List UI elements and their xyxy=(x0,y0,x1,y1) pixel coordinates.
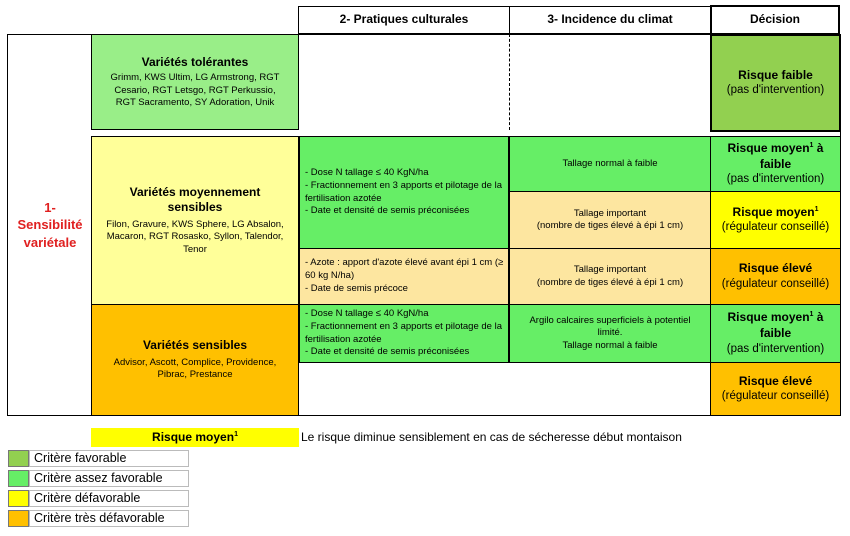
sensibles-climate-l1: Argilo calcaires superficiels à potentiel limité. xyxy=(529,314,691,339)
moyen-decision-2-sub: (régulateur conseillé) xyxy=(721,221,830,234)
note-text: Le risque diminue sensiblement en cas de sécheresse début montaison xyxy=(301,430,682,444)
header-col2: 2- Pratiques culturales xyxy=(298,6,510,34)
moyen-decision-3 xyxy=(710,248,841,305)
legend-swatch-assez-favorable xyxy=(8,470,29,487)
note-label: Risque moyen$^1$ xyxy=(91,428,299,447)
row-sensibles-varieties xyxy=(91,304,299,416)
legend-label-tres-defavorable: Critère très défavorable xyxy=(29,510,189,527)
legend-swatch-tres-defavorable xyxy=(8,510,29,527)
legend-swatch-favorable xyxy=(8,450,29,467)
moyen-practice-a-1: - Dose N tallage ≤ 40 KgN/ha xyxy=(305,166,429,178)
moyen-practice-b-1: - Azote : apport d'azote élevé avant épi 1 cm (≥ 60 kg N/ha) xyxy=(305,257,504,282)
dashed-divider xyxy=(509,34,510,130)
legend-label-assez-favorable: Critère assez favorable xyxy=(29,470,189,487)
moyen-climate-1-text: Tallage normal à faible xyxy=(562,157,658,169)
moyen-decision-2 xyxy=(710,191,841,249)
sensibles-decision-2 xyxy=(710,362,841,416)
moyen-practice-b-2: - Date de semis précoce xyxy=(305,282,408,294)
sensibles-decision-1 xyxy=(710,304,841,363)
moyen-climate-1 xyxy=(509,136,711,192)
header-decision: Décision xyxy=(710,5,840,35)
sensibilite-label xyxy=(8,35,92,415)
row-moyen-varieties xyxy=(91,136,299,305)
sensibles-climate-l2: Tallage normal à faible xyxy=(562,339,658,351)
sensibles-climate xyxy=(509,304,711,363)
moyen-decision-3-title: Risque élevé xyxy=(738,261,813,276)
tolerantes-list: Grimm, KWS Ultim, LG Armstrong, RGT Cesario, RGT Letsgo, RGT Perkussio, RGT Sacramento, SY Adoration, Unik xyxy=(110,72,280,108)
legend-label-defavorable: Critère défavorable xyxy=(29,490,189,507)
moyen-climate-2 xyxy=(509,191,711,249)
sensibles-decision-2-title: Risque élevé xyxy=(738,373,813,388)
moyen-practice-a-3: - Date et densité de semis préconisées xyxy=(305,205,470,217)
header-col3: 3- Incidence du climat xyxy=(509,6,711,34)
row-tolerantes-varieties xyxy=(91,34,299,130)
moyen-climate-3-l1: Tallage important xyxy=(573,264,647,276)
sensibles-practice-1: - Dose N tallage ≤ 40 KgN/ha xyxy=(305,307,429,319)
tolerantes-title: Variétés tolérantes xyxy=(141,54,249,69)
moyen-climate-3-l2: (nombre de tiges élevé à épi 1 cm) xyxy=(536,276,684,288)
note-label-text: Risque moyen xyxy=(152,429,235,444)
moyen-practice-a-2: - Fractionnement en 3 apports et pilotage de la fertilisation azotée xyxy=(305,179,502,204)
moyen-climate-2-l1: Tallage important xyxy=(573,207,647,219)
moyen-decision-2-title: Risque moyen$^1$ xyxy=(732,204,819,219)
moyen-practices-b xyxy=(299,248,509,305)
moyen-title: Variétés moyennement sensibles xyxy=(129,184,261,215)
legend-swatch-defavorable xyxy=(8,490,29,507)
moyen-list: Filon, Gravure, KWS Sphere, LG Absalon, Macaron, RGT Rosasko, Syllon, Talendor, Tenor xyxy=(106,219,284,255)
moyen-decision-1-title: Risque moyen$^1$ à faible xyxy=(727,140,824,171)
sensibles-practice-2: - Fractionnement en 3 apports et pilotage de la fertilisation azotée xyxy=(305,320,502,345)
sensibles-decision-2-sub: (régulateur conseillé) xyxy=(721,390,830,403)
row-tolerantes-decision xyxy=(710,34,841,132)
sensibilite-label-text: 1- Sensibilité variétale xyxy=(17,199,83,250)
sensibles-decision-1-title: Risque moyen$^1$ à faible xyxy=(727,310,824,341)
moyen-decision-1-sub: (pas d'intervention) xyxy=(726,173,825,186)
moyen-decision-3-sub: (régulateur conseillé) xyxy=(721,277,830,290)
row-tolerantes-practices xyxy=(299,34,509,130)
sensibles-decision-1-sub: (pas d'intervention) xyxy=(726,342,825,355)
moyen-practices-a xyxy=(299,136,509,249)
moyen-decision-1 xyxy=(710,136,841,192)
tolerantes-decision-title: Risque faible xyxy=(738,67,813,82)
sensibles-title: Variétés sensibles xyxy=(142,338,248,353)
tolerantes-decision-sub: (pas d'intervention) xyxy=(726,84,825,97)
legend-label-favorable: Critère favorable xyxy=(29,450,189,467)
moyen-climate-2-l2: (nombre de tiges élevé à épi 1 cm) xyxy=(536,220,684,231)
sensibles-practices xyxy=(299,304,509,363)
sensibles-list: Advisor, Ascott, Complice, Providence, Pibrac, Prestance xyxy=(113,356,277,381)
sensibles-practice-3: - Date et densité de semis préconisées xyxy=(305,346,470,358)
moyen-climate-3 xyxy=(509,248,711,305)
